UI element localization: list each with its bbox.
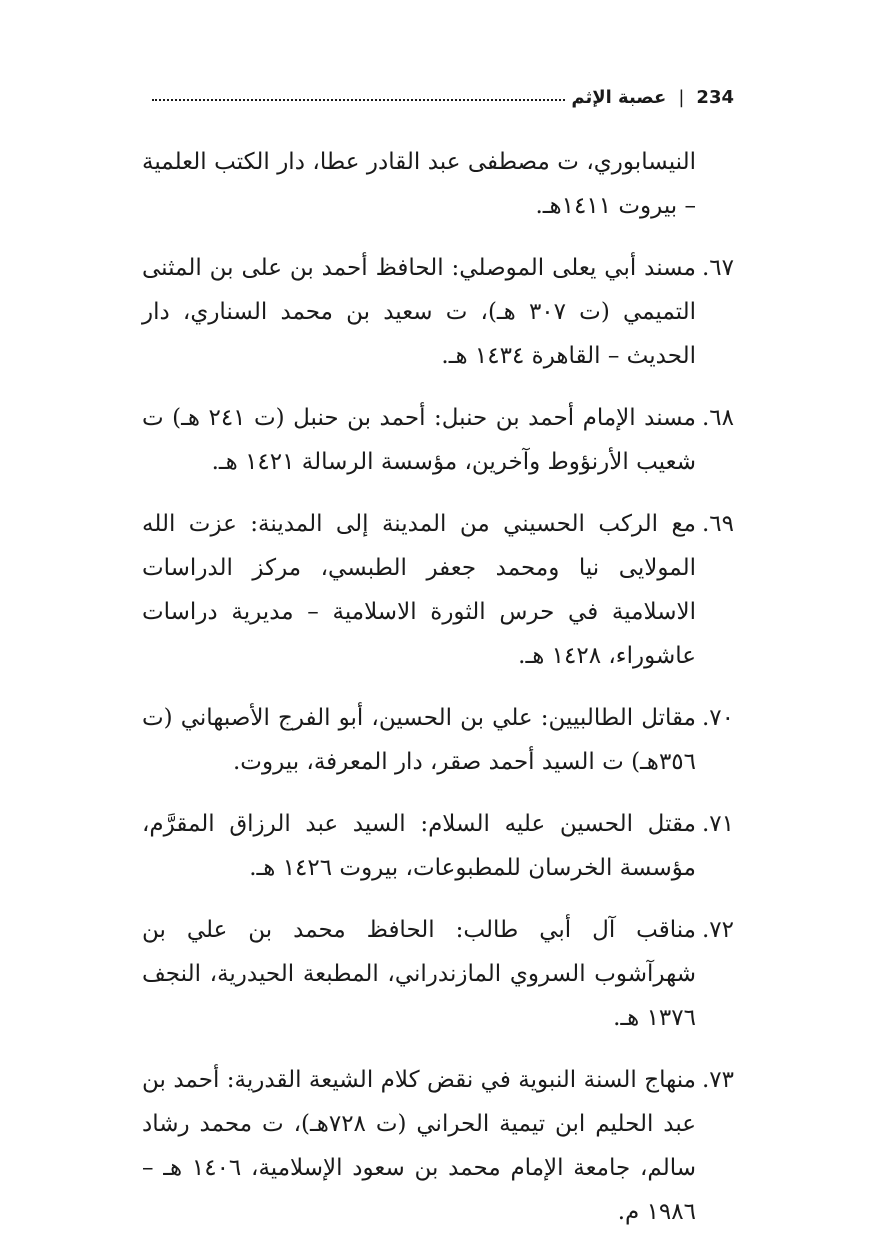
page-number: 234 bbox=[696, 86, 734, 108]
list-item bbox=[142, 396, 734, 484]
list-item bbox=[142, 802, 734, 890]
list-item bbox=[142, 908, 734, 1040]
entry-text: مع الركب الحسيني من المدينة إلى المدينة: عزت الله المولايى نيا ومحمد جعفر الطبسي، مركز الدراسات الاسلامية في حرس الثورة الاسلامية – مديرية دراسات عاشوراء، ١٤٢٨ هـ. bbox=[142, 511, 696, 669]
entry-number: ٧٢. bbox=[701, 917, 734, 943]
entry-text: مقتل الحسين عليه السلام: السيد عبد الرزاق المقرَّم، مؤسسة الخرسان للمطبوعات، بيروت ١٤٢٦ هـ. bbox=[142, 811, 696, 881]
entry-text: النيسابوري، ت مصطفى عبد القادر عطا، دار الكتب العلمية – بيروت ١٤١١هـ. bbox=[142, 149, 696, 219]
entry-text: مناقب آل أبي طالب: الحافظ محمد بن علي بن شهرآشوب السروي المازندراني، المطبعة الحيدرية، النجف ١٣٧٦ هـ. bbox=[142, 917, 696, 1031]
entry-text: مسند أبي يعلى الموصلي: الحافظ أحمد بن على بن المثنى التميمي (ت ٣٠٧ هـ)، ت سعيد بن محمد السناري، دار الحديث – القاهرة ١٤٣٤ هـ. bbox=[142, 255, 696, 369]
bibliography-list bbox=[142, 140, 734, 1252]
list-item bbox=[142, 1058, 734, 1234]
list-item bbox=[142, 696, 734, 784]
header-separator: | bbox=[678, 86, 685, 108]
entry-number: ٦٩. bbox=[701, 511, 734, 537]
list-item bbox=[142, 246, 734, 378]
entry-number: ٧١. bbox=[701, 811, 734, 837]
entry-number: ٦٨. bbox=[701, 405, 734, 431]
entry-number: ٧٠. bbox=[701, 705, 734, 731]
entry-number: ٧٣. bbox=[701, 1067, 734, 1093]
list-item bbox=[142, 502, 734, 678]
book-title: عصبة الإثم bbox=[571, 86, 667, 108]
page-header bbox=[142, 82, 734, 112]
entry-text: مسند الإمام أحمد بن حنبل: أحمد بن حنبل (ت ٢٤١ هـ) ت شعيب الأرنؤوط وآخرين، مؤسسة الرسالة ١٤٢١ هـ. bbox=[142, 405, 696, 475]
header-dotted-leader bbox=[152, 99, 565, 101]
entry-text: مقاتل الطالبيين: علي بن الحسين، أبو الفرج الأصبهاني (ت ٣٥٦هـ) ت السيد أحمد صقر، دار المعرفة، بيروت. bbox=[142, 705, 696, 775]
entry-number: ٦٧. bbox=[701, 255, 734, 281]
entry-text: منهاج السنة النبوية في نقض كلام الشيعة القدرية: أحمد بن عبد الحليم ابن تيمية الحراني (ت ٧٢٨هـ)، ت محمد رشاد سالم، جامعة الإمام محمد بن سعود الإسلامية، ١٤٠٦ هـ – ١٩٨٦ م. bbox=[142, 1067, 696, 1225]
list-item bbox=[142, 140, 734, 228]
